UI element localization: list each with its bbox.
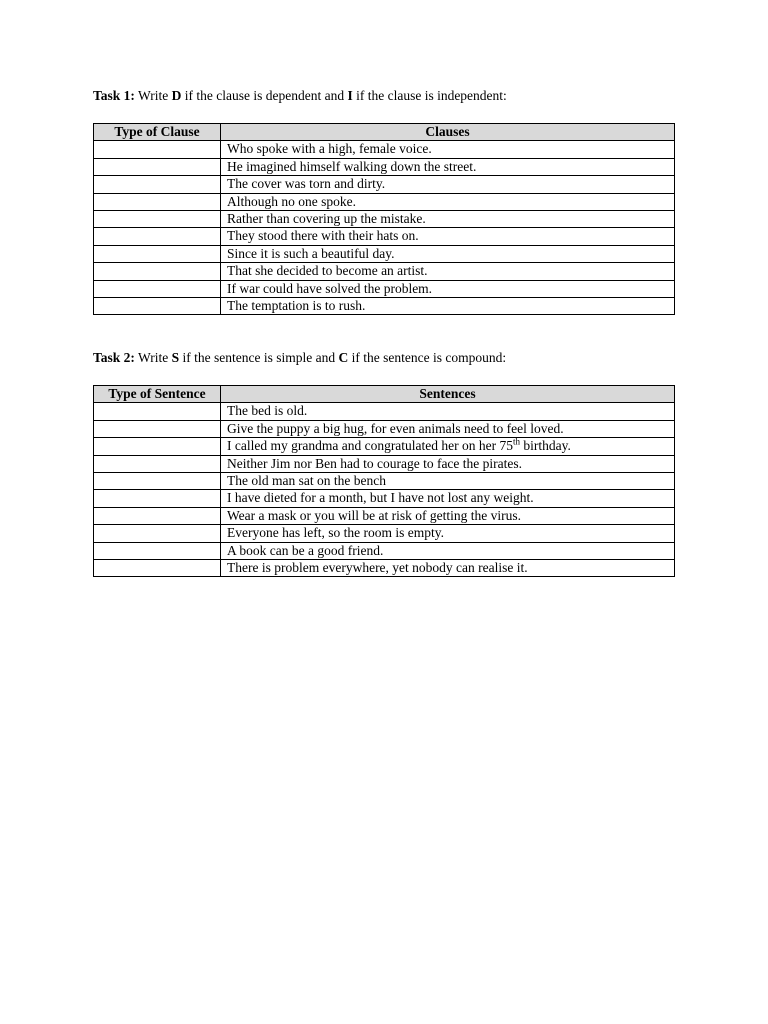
- clause-cell: Rather than covering up the mistake.: [221, 211, 675, 228]
- task1-header-row: [94, 124, 675, 141]
- task2-instr-pre: Write: [138, 350, 169, 365]
- sentence-cell: Neither Jim nor Ben had to courage to face the pirates.: [221, 455, 675, 472]
- table-row: [94, 176, 675, 193]
- task2-instructions: [93, 350, 506, 366]
- table-row: [94, 211, 675, 228]
- task2-table: [93, 385, 675, 577]
- answer-cell[interactable]: [94, 420, 221, 437]
- task2-col2-header: Sentences: [221, 386, 675, 403]
- clause-cell: Since it is such a beautiful day.: [221, 245, 675, 262]
- clause-cell: He imagined himself walking down the street.: [221, 158, 675, 175]
- table-row: [94, 263, 675, 280]
- table-row: [94, 228, 675, 245]
- answer-cell[interactable]: [94, 560, 221, 577]
- table-row: [94, 525, 675, 542]
- clause-cell: The temptation is to rush.: [221, 298, 675, 315]
- table-row: [94, 560, 675, 577]
- clause-cell: Who spoke with a high, female voice.: [221, 141, 675, 158]
- task1-col2-header: Clauses: [221, 124, 675, 141]
- table-row: [94, 298, 675, 315]
- table-row: [94, 141, 675, 158]
- table-row: [94, 420, 675, 437]
- table-row: [94, 158, 675, 175]
- task1-code-dependent: D: [171, 88, 182, 103]
- ordinal-suffix: th: [513, 437, 521, 447]
- sentence-cell: Give the puppy a big hug, for even animals need to feel loved.: [221, 420, 675, 437]
- table-row: [94, 542, 675, 559]
- answer-cell[interactable]: [94, 507, 221, 524]
- task1-table: [93, 123, 675, 315]
- table-row: [94, 490, 675, 507]
- task2-label: Task 2:: [93, 350, 135, 365]
- task1-instr-mid: if the clause is dependent and: [184, 88, 345, 103]
- sentence-cell: Everyone has left, so the room is empty.: [221, 525, 675, 542]
- clause-cell: The cover was torn and dirty.: [221, 176, 675, 193]
- table-row: [94, 473, 675, 490]
- sentence-cell: There is problem everywhere, yet nobody can realise it.: [221, 560, 675, 577]
- answer-cell[interactable]: [94, 525, 221, 542]
- clause-cell: Although no one spoke.: [221, 193, 675, 210]
- answer-cell[interactable]: [94, 245, 221, 262]
- task1-instructions: [93, 88, 507, 104]
- answer-cell[interactable]: [94, 403, 221, 420]
- sentence-cell: A book can be a good friend.: [221, 542, 675, 559]
- sentence-cell: The bed is old.: [221, 403, 675, 420]
- clause-cell: They stood there with their hats on.: [221, 228, 675, 245]
- task2-code-compound: C: [338, 350, 349, 365]
- sentence-cell: I have dieted for a month, but I have not lost any weight.: [221, 490, 675, 507]
- answer-cell[interactable]: [94, 280, 221, 297]
- table-row: [94, 438, 675, 455]
- sentence-cell: The old man sat on the bench: [221, 473, 675, 490]
- table-row: [94, 280, 675, 297]
- sentence-cell: Wear a mask or you will be at risk of getting the virus.: [221, 507, 675, 524]
- sentence-text-end: birthday.: [520, 438, 571, 454]
- table-row: [94, 507, 675, 524]
- table-row: [94, 455, 675, 472]
- task2-instr-mid: if the sentence is simple and: [182, 350, 336, 365]
- answer-cell[interactable]: [94, 473, 221, 490]
- task2-instr-post: if the sentence is compound:: [351, 350, 507, 365]
- task2-header-row: [94, 386, 675, 403]
- answer-cell[interactable]: [94, 158, 221, 175]
- sentence-text: I called my grandma and congratulated her on her 75: [227, 438, 514, 454]
- task1-label: Task 1:: [93, 88, 135, 103]
- task1-instr-post: if the clause is independent:: [356, 88, 507, 103]
- answer-cell[interactable]: [94, 455, 221, 472]
- answer-cell[interactable]: [94, 263, 221, 280]
- task1-col1-header: Type of Clause: [94, 124, 221, 141]
- answer-cell[interactable]: [94, 193, 221, 210]
- task2-col1-header: Type of Sentence: [94, 386, 221, 403]
- table-row: [94, 193, 675, 210]
- answer-cell[interactable]: [94, 141, 221, 158]
- answer-cell[interactable]: [94, 228, 221, 245]
- task1-code-independent: I: [347, 88, 353, 103]
- task1-instr-pre: Write: [138, 88, 169, 103]
- table-row: [94, 403, 675, 420]
- answer-cell[interactable]: [94, 438, 221, 455]
- answer-cell[interactable]: [94, 542, 221, 559]
- answer-cell[interactable]: [94, 211, 221, 228]
- clause-cell: If war could have solved the problem.: [221, 280, 675, 297]
- table-row: [94, 245, 675, 262]
- sentence-cell: [221, 438, 675, 455]
- answer-cell[interactable]: [94, 176, 221, 193]
- task2-code-simple: S: [171, 350, 180, 365]
- answer-cell[interactable]: [94, 298, 221, 315]
- clause-cell: That she decided to become an artist.: [221, 263, 675, 280]
- answer-cell[interactable]: [94, 490, 221, 507]
